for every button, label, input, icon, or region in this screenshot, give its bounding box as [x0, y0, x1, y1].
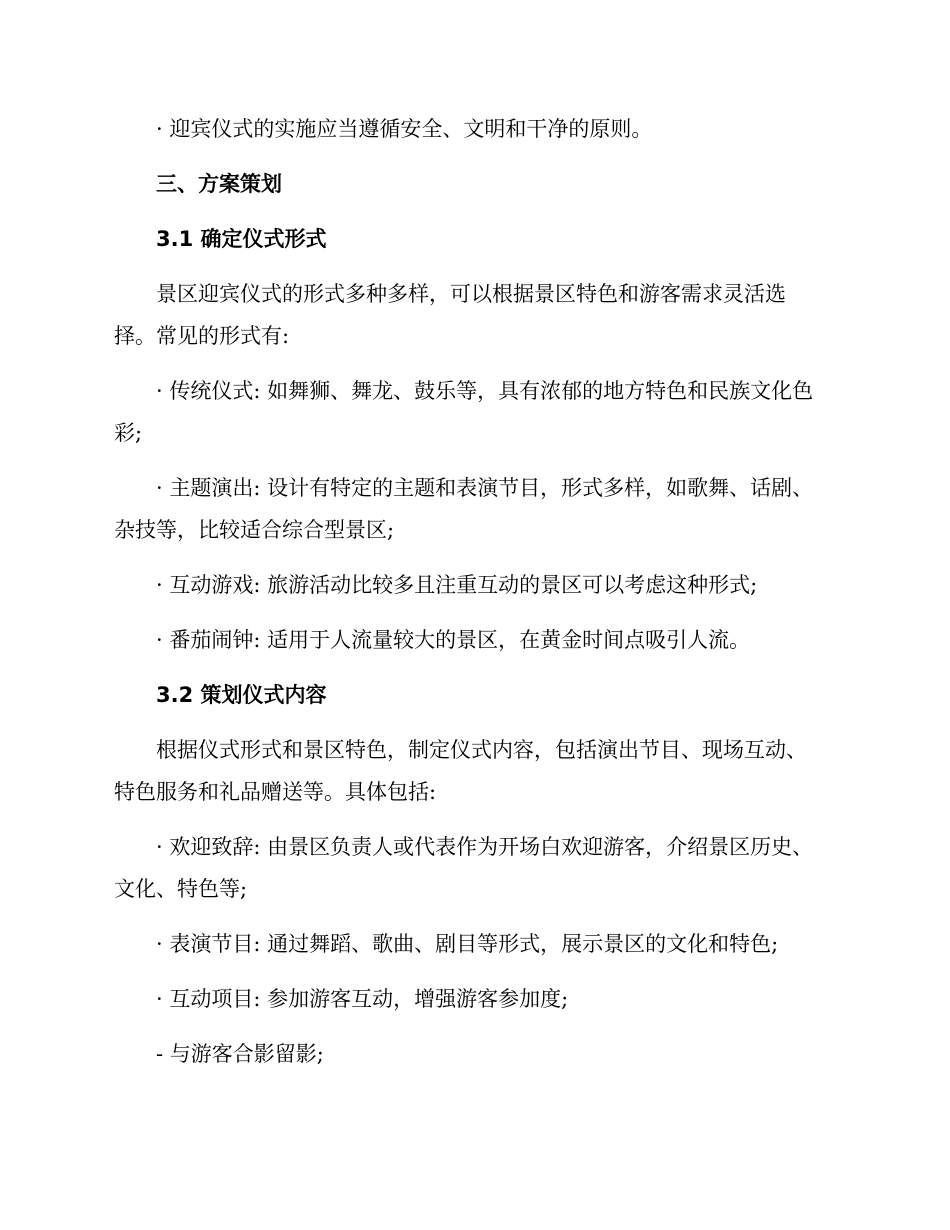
- bullet-paragraph: · 表演节目: 通过舞蹈、歌曲、剧目等形式，展示景区的文化和特色;: [156, 932, 779, 956]
- document-content: [114, 108, 826, 1088]
- bullet-paragraph: · 番茄闹钟: 适用于人流量较大的景区，在黄金时间点吸引人流。: [156, 628, 751, 652]
- body-paragraph: 根据仪式形式和景区特色，制定仪式内容，包括演出节目、现场互动、特色服务和礼品赠送等。具体包括:: [114, 738, 807, 804]
- body-paragraph: 景区迎宾仪式的形式多种多样，可以根据景区特色和游客需求灵活选择。常见的形式有:: [114, 282, 786, 348]
- bullet-paragraph: · 迎宾仪式的实施应当遵循安全、文明和干净的原则。: [156, 117, 653, 141]
- section-heading: 三、方案策划: [156, 172, 282, 196]
- dash-paragraph: - 与游客合影留影;: [156, 1042, 324, 1066]
- subsection-heading: 3.2 策划仪式内容: [156, 683, 327, 707]
- bullet-paragraph: · 主题演出: 设计有特定的主题和表演节目，形式多样，如歌舞、话剧、杂技等，比较适合综合型景区;: [114, 476, 814, 542]
- bullet-paragraph: · 欢迎致辞: 由景区负责人或代表作为开场白欢迎游客，介绍景区历史、文化、特色等;: [114, 835, 814, 901]
- bullet-paragraph: · 传统仪式: 如舞狮、舞龙、鼓乐等，具有浓郁的地方特色和民族文化色彩;: [114, 379, 814, 445]
- bullet-paragraph: · 互动项目: 参加游客互动，增强游客参加度;: [156, 987, 569, 1011]
- bullet-paragraph: · 互动游戏: 旅游活动比较多且注重互动的景区可以考虑这种形式;: [156, 573, 758, 597]
- subsection-heading: 3.1 确定仪式形式: [156, 227, 327, 251]
